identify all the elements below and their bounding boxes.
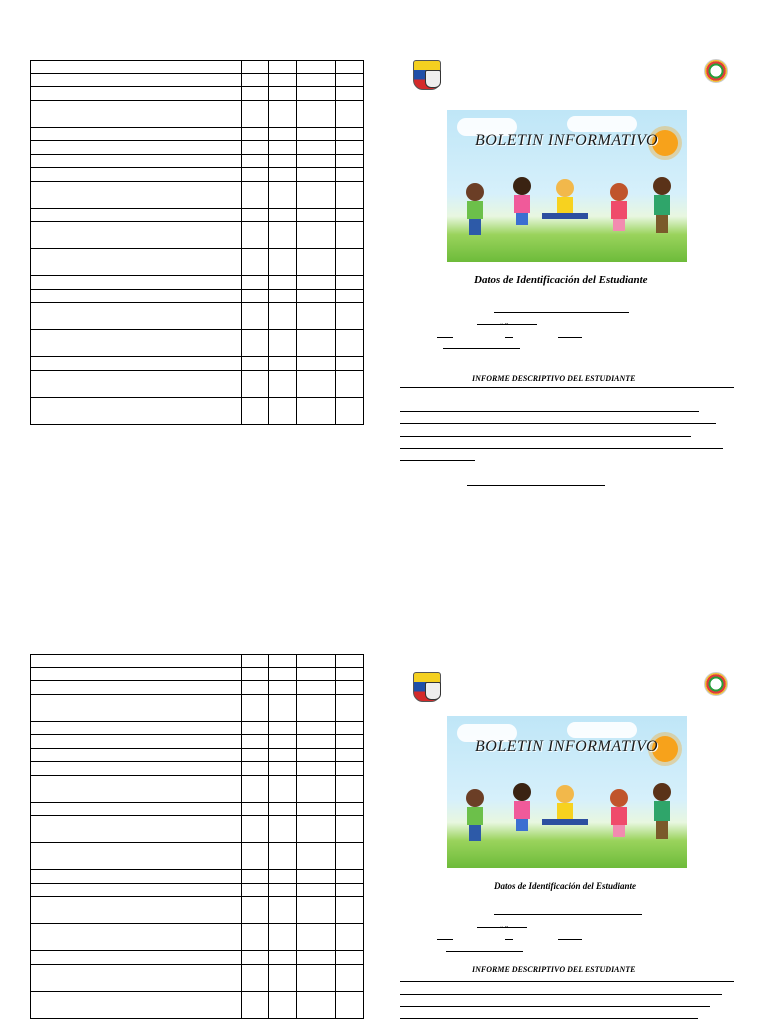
field-line — [437, 337, 453, 338]
report-heading-top: INFORME DESCRIPTIVO DEL ESTUDIANTE — [472, 374, 636, 383]
field-line — [558, 337, 582, 338]
banner-image-top — [447, 110, 687, 262]
quote-marks: “ ” — [500, 322, 508, 330]
report-line — [400, 436, 691, 437]
field-line — [446, 951, 523, 952]
report-rule — [400, 981, 734, 982]
institution-seal-icon — [704, 59, 728, 83]
field-line — [505, 337, 513, 338]
field-line — [443, 348, 520, 349]
field-line — [494, 914, 642, 915]
quote-marks: “ ” — [500, 925, 508, 933]
banner-title: BOLETIN INFORMATIVO — [475, 738, 659, 755]
evaluation-table-top — [30, 60, 364, 425]
banner-image-bottom — [447, 716, 687, 868]
field-line — [505, 939, 513, 940]
report-line — [400, 994, 722, 995]
children-illustration — [447, 170, 687, 262]
report-line — [400, 460, 475, 461]
identification-heading-top: Datos de Identificación del Estudiante — [474, 274, 648, 286]
children-illustration — [447, 776, 687, 868]
field-line — [437, 939, 453, 940]
report-heading-bottom: INFORME DESCRIPTIVO DEL ESTUDIANTE — [472, 965, 636, 974]
banner-title: BOLETIN INFORMATIVO — [475, 132, 659, 149]
evaluation-table-bottom — [30, 654, 364, 1019]
institution-seal-icon — [704, 672, 728, 696]
report-line — [400, 423, 716, 424]
report-rule — [400, 387, 734, 388]
shield-icon — [425, 682, 441, 700]
report-line — [400, 411, 699, 412]
field-line — [558, 939, 582, 940]
field-line — [494, 312, 629, 313]
signature-line — [467, 485, 605, 486]
report-line — [400, 1006, 710, 1007]
report-line — [400, 448, 723, 449]
identification-heading-bottom: Datos de Identificación del Estudiante — [494, 881, 637, 891]
shield-icon — [425, 70, 441, 88]
report-line — [400, 1018, 698, 1019]
